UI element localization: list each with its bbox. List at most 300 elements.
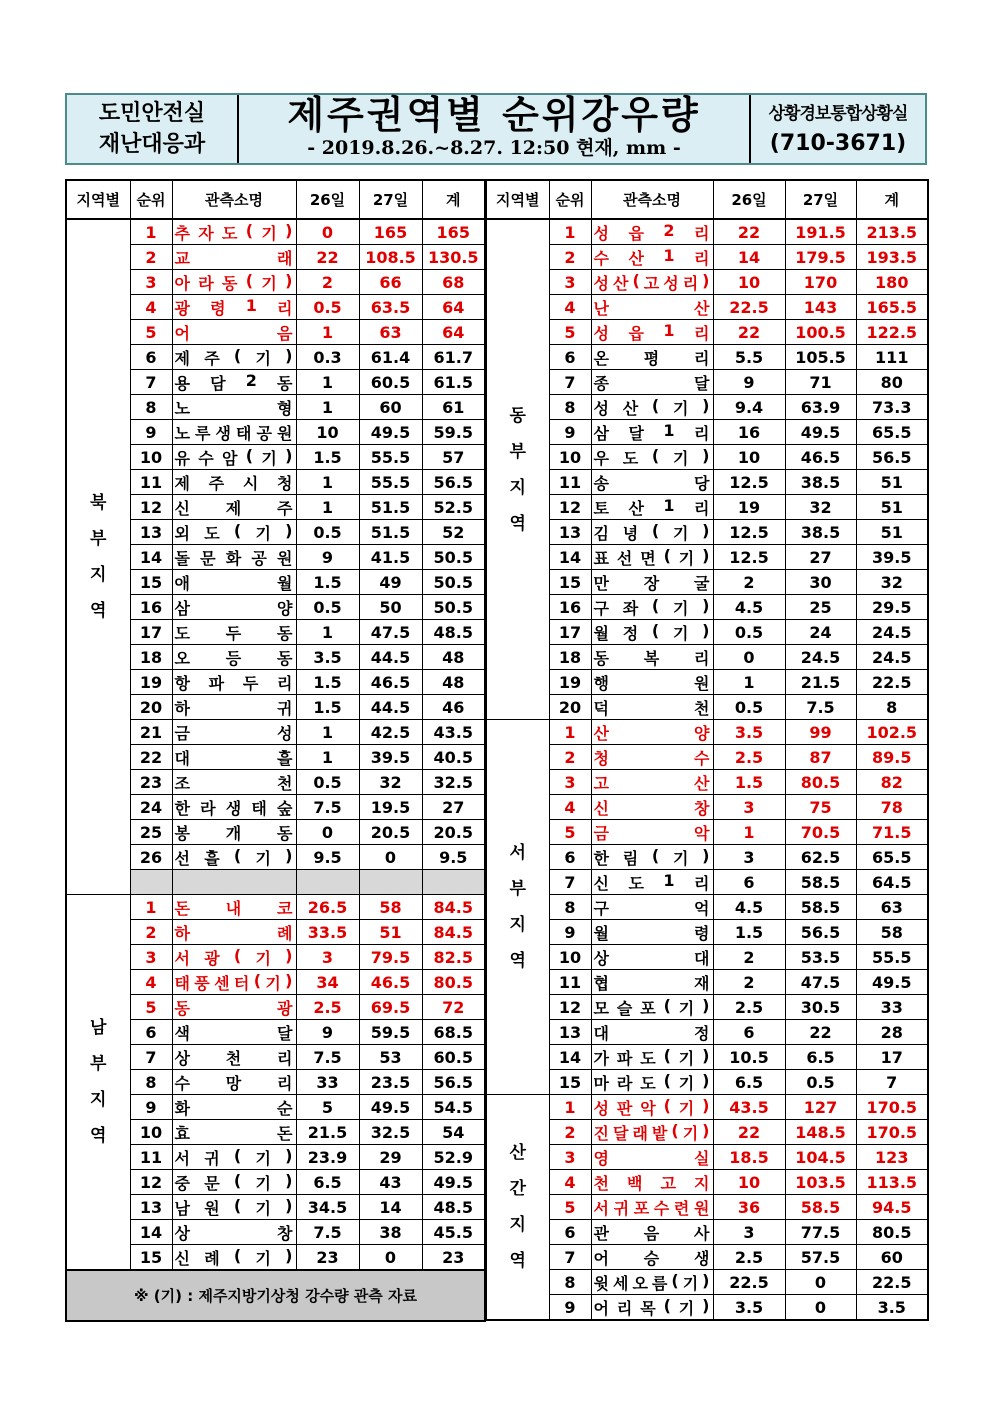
rain-26-cell: 2.5 bbox=[713, 995, 785, 1020]
column-header: 순위 bbox=[130, 180, 172, 219]
rain-total-cell: 64 bbox=[422, 320, 485, 345]
rain-27-cell: 69.5 bbox=[359, 995, 422, 1020]
station-name: 진 달 래 밭 ( 기 ) bbox=[591, 1120, 713, 1145]
column-header: 27일 bbox=[785, 180, 856, 219]
rain-27-cell: 23.5 bbox=[359, 1070, 422, 1095]
rain-total-cell: 49.5 bbox=[422, 1170, 485, 1195]
rain-27-cell: 143 bbox=[785, 295, 856, 320]
rain-26-cell: 7.5 bbox=[296, 1220, 359, 1245]
table-row bbox=[486, 245, 928, 270]
rank-cell: 24 bbox=[130, 795, 172, 820]
rank-cell: 3 bbox=[549, 1145, 591, 1170]
rain-total-cell: 52.5 bbox=[422, 495, 485, 520]
table-row bbox=[486, 570, 928, 595]
rain-27-cell: 103.5 bbox=[785, 1170, 856, 1195]
rain-26-cell: 0 bbox=[713, 645, 785, 670]
rain-total-cell: 29.5 bbox=[856, 595, 928, 620]
station-name: 협 재 bbox=[591, 970, 713, 995]
station-name: 수 산 1 리 bbox=[591, 245, 713, 270]
rain-total-cell: 43.5 bbox=[422, 720, 485, 745]
column-header: 지역별 bbox=[66, 180, 130, 219]
rain-total-cell: 22.5 bbox=[856, 1270, 928, 1295]
rain-26-cell: 9 bbox=[713, 370, 785, 395]
region-label: 남 부 지 역 bbox=[66, 895, 130, 1271]
rain-27-cell: 105.5 bbox=[785, 345, 856, 370]
rain-26-cell: 3.5 bbox=[713, 720, 785, 745]
table-row bbox=[486, 395, 928, 420]
station-name: 애 월 bbox=[172, 570, 296, 595]
rain-26-cell: 0.5 bbox=[296, 595, 359, 620]
rain-27-cell: 19.5 bbox=[359, 795, 422, 820]
rain-26-cell: 9 bbox=[296, 545, 359, 570]
station-name: 동 복 리 bbox=[591, 645, 713, 670]
station-name: 월 령 bbox=[591, 920, 713, 945]
table-row bbox=[66, 219, 485, 245]
station-name: 상 대 bbox=[591, 945, 713, 970]
table-row bbox=[66, 895, 485, 920]
rain-27-cell: 63.9 bbox=[785, 395, 856, 420]
station-name: 신 도 1 리 bbox=[591, 870, 713, 895]
rain-27-cell: 38.5 bbox=[785, 520, 856, 545]
rain-total-cell: 50.5 bbox=[422, 595, 485, 620]
station-name: 온 평 리 bbox=[591, 345, 713, 370]
rain-27-cell: 24.5 bbox=[785, 645, 856, 670]
column-header: 순위 bbox=[549, 180, 591, 219]
rain-26-cell: 1.5 bbox=[296, 695, 359, 720]
rank-cell: 20 bbox=[130, 695, 172, 720]
rain-27-cell: 99 bbox=[785, 720, 856, 745]
station-name: 하 례 bbox=[172, 920, 296, 945]
table-row bbox=[486, 720, 928, 745]
rain-total-cell: 33 bbox=[856, 995, 928, 1020]
station-name: 동 광 bbox=[172, 995, 296, 1020]
rain-total-cell: 60.5 bbox=[422, 1045, 485, 1070]
table-row bbox=[486, 670, 928, 695]
rain-total-cell: 56.5 bbox=[422, 1070, 485, 1095]
station-name: 관 음 사 bbox=[591, 1220, 713, 1245]
column-header: 지역별 bbox=[486, 180, 549, 219]
rain-27-cell: 104.5 bbox=[785, 1145, 856, 1170]
rain-total-cell: 24.5 bbox=[856, 645, 928, 670]
region-label: 동 부 지 역 bbox=[486, 219, 549, 720]
rain-26-cell: 6 bbox=[713, 1020, 785, 1045]
rain-total-cell: 64.5 bbox=[856, 870, 928, 895]
rank-cell: 13 bbox=[549, 1020, 591, 1045]
rain-total-cell: 65.5 bbox=[856, 420, 928, 445]
rain-26-cell: 0.5 bbox=[296, 520, 359, 545]
rain-27-cell: 44.5 bbox=[359, 645, 422, 670]
rank-cell: 6 bbox=[130, 1020, 172, 1045]
table-row bbox=[486, 320, 928, 345]
rain-total-cell: 84.5 bbox=[422, 920, 485, 945]
rain-26-cell: 12.5 bbox=[713, 545, 785, 570]
station-name: 아 라 동 ( 기 ) bbox=[172, 270, 296, 295]
station-name: 우 도 ( 기 ) bbox=[591, 445, 713, 470]
station-name: 항 파 두 리 bbox=[172, 670, 296, 695]
rain-total-cell: 213.5 bbox=[856, 219, 928, 245]
rain-27-cell: 41.5 bbox=[359, 545, 422, 570]
station-name: 수 망 리 bbox=[172, 1070, 296, 1095]
rain-27-cell: 71 bbox=[785, 370, 856, 395]
title-box bbox=[239, 95, 751, 163]
rain-27-cell: 63.5 bbox=[359, 295, 422, 320]
rain-27-cell: 59.5 bbox=[359, 1020, 422, 1045]
rain-26-cell: 1 bbox=[296, 495, 359, 520]
table-row bbox=[486, 1120, 928, 1145]
station-name: 월 정 ( 기 ) bbox=[591, 620, 713, 645]
rain-total-cell: 82 bbox=[856, 770, 928, 795]
office-name: 상황경보통합상황실 bbox=[768, 104, 908, 124]
rain-27-cell: 87 bbox=[785, 745, 856, 770]
rain-27-cell: 6.5 bbox=[785, 1045, 856, 1070]
rank-cell: 11 bbox=[549, 470, 591, 495]
rain-26-cell: 0.5 bbox=[713, 695, 785, 720]
station-name: 성 산 ( 고 성 리 ) bbox=[591, 270, 713, 295]
rain-total-cell: 180 bbox=[856, 270, 928, 295]
rank-cell: 3 bbox=[549, 770, 591, 795]
rain-27-cell: 58.5 bbox=[785, 870, 856, 895]
rain-27-cell: 32 bbox=[785, 495, 856, 520]
table-row bbox=[486, 745, 928, 770]
org-line1: 도민안전실 bbox=[98, 101, 206, 126]
station-name: 삼 달 1 리 bbox=[591, 420, 713, 445]
rain-total-cell: 84.5 bbox=[422, 895, 485, 920]
rain-total-cell: 48.5 bbox=[422, 1195, 485, 1220]
rank-cell: 1 bbox=[130, 219, 172, 245]
rain-27-cell: 46.5 bbox=[785, 445, 856, 470]
rain-27-cell: 170 bbox=[785, 270, 856, 295]
station-name: 중 문 ( 기 ) bbox=[172, 1170, 296, 1195]
rank-cell: 26 bbox=[130, 845, 172, 870]
rain-27-cell: 49 bbox=[359, 570, 422, 595]
table-row bbox=[486, 370, 928, 395]
rank-cell: 7 bbox=[549, 870, 591, 895]
rain-27-cell: 53 bbox=[359, 1045, 422, 1070]
table-row bbox=[486, 219, 928, 245]
rain-27-cell: 39.5 bbox=[359, 745, 422, 770]
rain-26-cell: 33.5 bbox=[296, 920, 359, 945]
table-row bbox=[486, 1145, 928, 1170]
rank-cell: 11 bbox=[549, 970, 591, 995]
rain-27-cell: 44.5 bbox=[359, 695, 422, 720]
rain-26-cell: 14 bbox=[713, 245, 785, 270]
station-name: 대 흘 bbox=[172, 745, 296, 770]
rank-cell: 7 bbox=[130, 370, 172, 395]
rain-total-cell: 58 bbox=[856, 920, 928, 945]
rain-total-cell: 130.5 bbox=[422, 245, 485, 270]
rain-26-cell: 34.5 bbox=[296, 1195, 359, 1220]
rain-total-cell: 193.5 bbox=[856, 245, 928, 270]
table-row bbox=[486, 945, 928, 970]
rain-26-cell: 9.5 bbox=[296, 845, 359, 870]
rain-27-cell: 24 bbox=[785, 620, 856, 645]
station-name: 서 광 ( 기 ) bbox=[172, 945, 296, 970]
rain-total-cell: 60 bbox=[856, 1245, 928, 1270]
region-label: 산 간 지 역 bbox=[486, 1095, 549, 1321]
rank-cell: 18 bbox=[549, 645, 591, 670]
rain-total-cell: 28 bbox=[856, 1020, 928, 1045]
rainfall-table-right bbox=[485, 179, 929, 1321]
rank-cell: 14 bbox=[130, 545, 172, 570]
station-name: 노 형 bbox=[172, 395, 296, 420]
station-name: 효 돈 bbox=[172, 1120, 296, 1145]
station-name: 제 주 시 청 bbox=[172, 470, 296, 495]
rank-cell: 25 bbox=[130, 820, 172, 845]
rain-27-cell: 63 bbox=[359, 320, 422, 345]
rain-26-cell: 5.5 bbox=[713, 345, 785, 370]
rank-cell: 15 bbox=[130, 570, 172, 595]
station-name: 성 읍 1 리 bbox=[591, 320, 713, 345]
rain-26-cell: 26.5 bbox=[296, 895, 359, 920]
station-name: 청 수 bbox=[591, 745, 713, 770]
table-row bbox=[486, 1020, 928, 1045]
rain-total-cell: 71.5 bbox=[856, 820, 928, 845]
station-name: 김 녕 ( 기 ) bbox=[591, 520, 713, 545]
rain-26-cell: 2 bbox=[713, 945, 785, 970]
table-row bbox=[486, 1245, 928, 1270]
rank-cell: 10 bbox=[549, 445, 591, 470]
rain-total-cell: 20.5 bbox=[422, 820, 485, 845]
rain-total-cell: 113.5 bbox=[856, 1170, 928, 1195]
station-name: 천 백 고 지 bbox=[591, 1170, 713, 1195]
rain-27-cell: 50 bbox=[359, 595, 422, 620]
rain-27-cell: 70.5 bbox=[785, 820, 856, 845]
rank-cell: 7 bbox=[549, 370, 591, 395]
rain-26-cell: 23 bbox=[296, 1245, 359, 1271]
rain-27-cell: 61.4 bbox=[359, 345, 422, 370]
station-name: 교 래 bbox=[172, 245, 296, 270]
rain-total-cell: 63 bbox=[856, 895, 928, 920]
rain-total-cell: 89.5 bbox=[856, 745, 928, 770]
rank-cell: 23 bbox=[130, 770, 172, 795]
rain-total-cell: 73.3 bbox=[856, 395, 928, 420]
station-name: 표 선 면 ( 기 ) bbox=[591, 545, 713, 570]
region-label: 북 부 지 역 bbox=[66, 219, 130, 895]
rain-27-cell: 29 bbox=[359, 1145, 422, 1170]
station-name: 남 원 ( 기 ) bbox=[172, 1195, 296, 1220]
rain-27-cell: 80.5 bbox=[785, 770, 856, 795]
rain-total-cell: 52 bbox=[422, 520, 485, 545]
rain-27-cell: 127 bbox=[785, 1095, 856, 1120]
rain-total-cell: 40.5 bbox=[422, 745, 485, 770]
rank-cell: 20 bbox=[549, 695, 591, 720]
rain-total-cell: 170.5 bbox=[856, 1120, 928, 1145]
station-name: 태 풍 센 터 ( 기 ) bbox=[172, 970, 296, 995]
rain-total-cell: 32 bbox=[856, 570, 928, 595]
rain-27-cell: 51 bbox=[359, 920, 422, 945]
station-name: 도 두 동 bbox=[172, 620, 296, 645]
station-name: 신 제 주 bbox=[172, 495, 296, 520]
footnote: ※ (기) : 제주지방기상청 강수량 관측 자료 bbox=[66, 1270, 485, 1321]
table-row bbox=[486, 1295, 928, 1321]
rain-total-cell: 50.5 bbox=[422, 570, 485, 595]
rank-cell: 5 bbox=[130, 320, 172, 345]
rain-26-cell: 1 bbox=[296, 720, 359, 745]
rain-total-cell: 94.5 bbox=[856, 1195, 928, 1220]
rank-cell: 3 bbox=[130, 945, 172, 970]
table-row bbox=[486, 645, 928, 670]
station-name: 마 라 도 ( 기 ) bbox=[591, 1070, 713, 1095]
station-name: 외 도 ( 기 ) bbox=[172, 520, 296, 545]
rain-total-cell: 64 bbox=[422, 295, 485, 320]
rain-26-cell: 1 bbox=[296, 395, 359, 420]
rank-cell: 8 bbox=[549, 895, 591, 920]
rain-total-cell: 61 bbox=[422, 395, 485, 420]
rain-26-cell: 23.9 bbox=[296, 1145, 359, 1170]
rain-26-cell: 22.5 bbox=[713, 1270, 785, 1295]
station-name: 어 리 목 ( 기 ) bbox=[591, 1295, 713, 1321]
rain-27-cell: 0 bbox=[785, 1270, 856, 1295]
rain-26-cell: 2 bbox=[713, 970, 785, 995]
rain-26-cell: 10.5 bbox=[713, 1045, 785, 1070]
station-name: 상 천 리 bbox=[172, 1045, 296, 1070]
rain-total-cell: 3.5 bbox=[856, 1295, 928, 1321]
org-line2: 재난대응과 bbox=[98, 132, 206, 157]
rank-cell: 9 bbox=[549, 420, 591, 445]
rain-27-cell: 32.5 bbox=[359, 1120, 422, 1145]
rank-cell: 5 bbox=[549, 820, 591, 845]
rank-cell: 10 bbox=[130, 1120, 172, 1145]
rain-27-cell: 47.5 bbox=[359, 620, 422, 645]
region-label: 서 부 지 역 bbox=[486, 720, 549, 1095]
rain-total-cell: 78 bbox=[856, 795, 928, 820]
table-row bbox=[486, 1045, 928, 1070]
station-name: 만 장 굴 bbox=[591, 570, 713, 595]
station-name: 상 창 bbox=[172, 1220, 296, 1245]
station-name: 한 림 ( 기 ) bbox=[591, 845, 713, 870]
rain-total-cell: 57 bbox=[422, 445, 485, 470]
rain-26-cell: 0.5 bbox=[296, 770, 359, 795]
rain-26-cell: 1.5 bbox=[713, 920, 785, 945]
rain-27-cell: 32 bbox=[359, 770, 422, 795]
rank-cell: 17 bbox=[549, 620, 591, 645]
rank-cell: 7 bbox=[130, 1045, 172, 1070]
table-header-row bbox=[486, 180, 928, 219]
table-row bbox=[486, 445, 928, 470]
rain-26-cell: 18.5 bbox=[713, 1145, 785, 1170]
rain-26-cell: 3 bbox=[713, 845, 785, 870]
rain-27-cell: 49.5 bbox=[359, 420, 422, 445]
rain-total-cell: 54.5 bbox=[422, 1095, 485, 1120]
rain-26-cell: 10 bbox=[713, 445, 785, 470]
rain-27-cell: 191.5 bbox=[785, 219, 856, 245]
table-header-row bbox=[66, 180, 485, 219]
station-name: 광 령 1 리 bbox=[172, 295, 296, 320]
rank-cell: 17 bbox=[130, 620, 172, 645]
station-name: 산 양 bbox=[591, 720, 713, 745]
rain-26-cell: 9.4 bbox=[713, 395, 785, 420]
rank-cell: 13 bbox=[130, 1195, 172, 1220]
rain-total-cell: 82.5 bbox=[422, 945, 485, 970]
rain-27-cell: 58 bbox=[359, 895, 422, 920]
rain-26-cell: 12.5 bbox=[713, 470, 785, 495]
station-name: 성 읍 2 리 bbox=[591, 219, 713, 245]
rain-26-cell: 21.5 bbox=[296, 1120, 359, 1145]
table-row bbox=[486, 595, 928, 620]
rank-cell: 19 bbox=[130, 670, 172, 695]
rank-cell: 18 bbox=[130, 645, 172, 670]
rain-26-cell: 19 bbox=[713, 495, 785, 520]
rain-27-cell: 0 bbox=[359, 845, 422, 870]
rain-total-cell: 48 bbox=[422, 670, 485, 695]
rain-total-cell: 123 bbox=[856, 1145, 928, 1170]
rain-26-cell: 7.5 bbox=[296, 1045, 359, 1070]
rank-cell: 2 bbox=[130, 245, 172, 270]
rain-27-cell: 21.5 bbox=[785, 670, 856, 695]
table-row bbox=[486, 270, 928, 295]
rain-26-cell: 12.5 bbox=[713, 520, 785, 545]
rain-27-cell: 7.5 bbox=[785, 695, 856, 720]
rain-total-cell: 56.5 bbox=[422, 470, 485, 495]
station-name: 선 흘 ( 기 ) bbox=[172, 845, 296, 870]
station-name: 용 담 2 동 bbox=[172, 370, 296, 395]
rain-26-cell: 3 bbox=[713, 1220, 785, 1245]
station-name: 봉 개 동 bbox=[172, 820, 296, 845]
rain-27-cell: 51.5 bbox=[359, 495, 422, 520]
rank-cell: 1 bbox=[549, 219, 591, 245]
rain-27-cell: 38 bbox=[359, 1220, 422, 1245]
rank-cell: 8 bbox=[549, 1270, 591, 1295]
rain-26-cell: 1 bbox=[296, 470, 359, 495]
table-row bbox=[486, 1095, 928, 1120]
column-header: 26일 bbox=[296, 180, 359, 219]
rain-total-cell: 23 bbox=[422, 1245, 485, 1271]
station-name: 가 파 도 ( 기 ) bbox=[591, 1045, 713, 1070]
rank-cell: 22 bbox=[130, 745, 172, 770]
rank-cell: 8 bbox=[549, 395, 591, 420]
rain-27-cell: 14 bbox=[359, 1195, 422, 1220]
station-name: 색 달 bbox=[172, 1020, 296, 1045]
rain-27-cell: 49.5 bbox=[359, 1095, 422, 1120]
table-row bbox=[486, 895, 928, 920]
station-name: 유 수 암 ( 기 ) bbox=[172, 445, 296, 470]
station-name: 하 귀 bbox=[172, 695, 296, 720]
rain-total-cell: 48 bbox=[422, 645, 485, 670]
rain-total-cell: 59.5 bbox=[422, 420, 485, 445]
rank-cell: 12 bbox=[130, 495, 172, 520]
rain-27-cell: 46.5 bbox=[359, 970, 422, 995]
table-row bbox=[486, 345, 928, 370]
table-row bbox=[486, 1195, 928, 1220]
station-name: 윗 세 오 름 ( 기 ) bbox=[591, 1270, 713, 1295]
table-row bbox=[486, 995, 928, 1020]
rain-26-cell: 1.5 bbox=[296, 445, 359, 470]
station-name: 금 성 bbox=[172, 720, 296, 745]
rain-27-cell: 0 bbox=[785, 1295, 856, 1321]
table-row bbox=[486, 1220, 928, 1245]
rain-27-cell: 30 bbox=[785, 570, 856, 595]
rain-27-cell: 38.5 bbox=[785, 470, 856, 495]
rain-total-cell: 24.5 bbox=[856, 620, 928, 645]
rain-26-cell: 10 bbox=[713, 1170, 785, 1195]
rain-26-cell: 22.5 bbox=[713, 295, 785, 320]
rank-cell: 9 bbox=[549, 1295, 591, 1321]
rain-26-cell: 6.5 bbox=[713, 1070, 785, 1095]
rain-27-cell: 62.5 bbox=[785, 845, 856, 870]
station-name: 신 창 bbox=[591, 795, 713, 820]
rain-27-cell: 75 bbox=[785, 795, 856, 820]
rain-total-cell: 65.5 bbox=[856, 845, 928, 870]
rain-26-cell: 43.5 bbox=[713, 1095, 785, 1120]
rank-cell: 2 bbox=[549, 245, 591, 270]
rain-26-cell: 2 bbox=[713, 570, 785, 595]
table-row bbox=[486, 920, 928, 945]
rank-cell: 4 bbox=[549, 795, 591, 820]
table-row bbox=[486, 420, 928, 445]
rank-cell: 5 bbox=[549, 320, 591, 345]
rain-26-cell: 3.5 bbox=[713, 1295, 785, 1321]
rain-26-cell: 1.5 bbox=[296, 670, 359, 695]
